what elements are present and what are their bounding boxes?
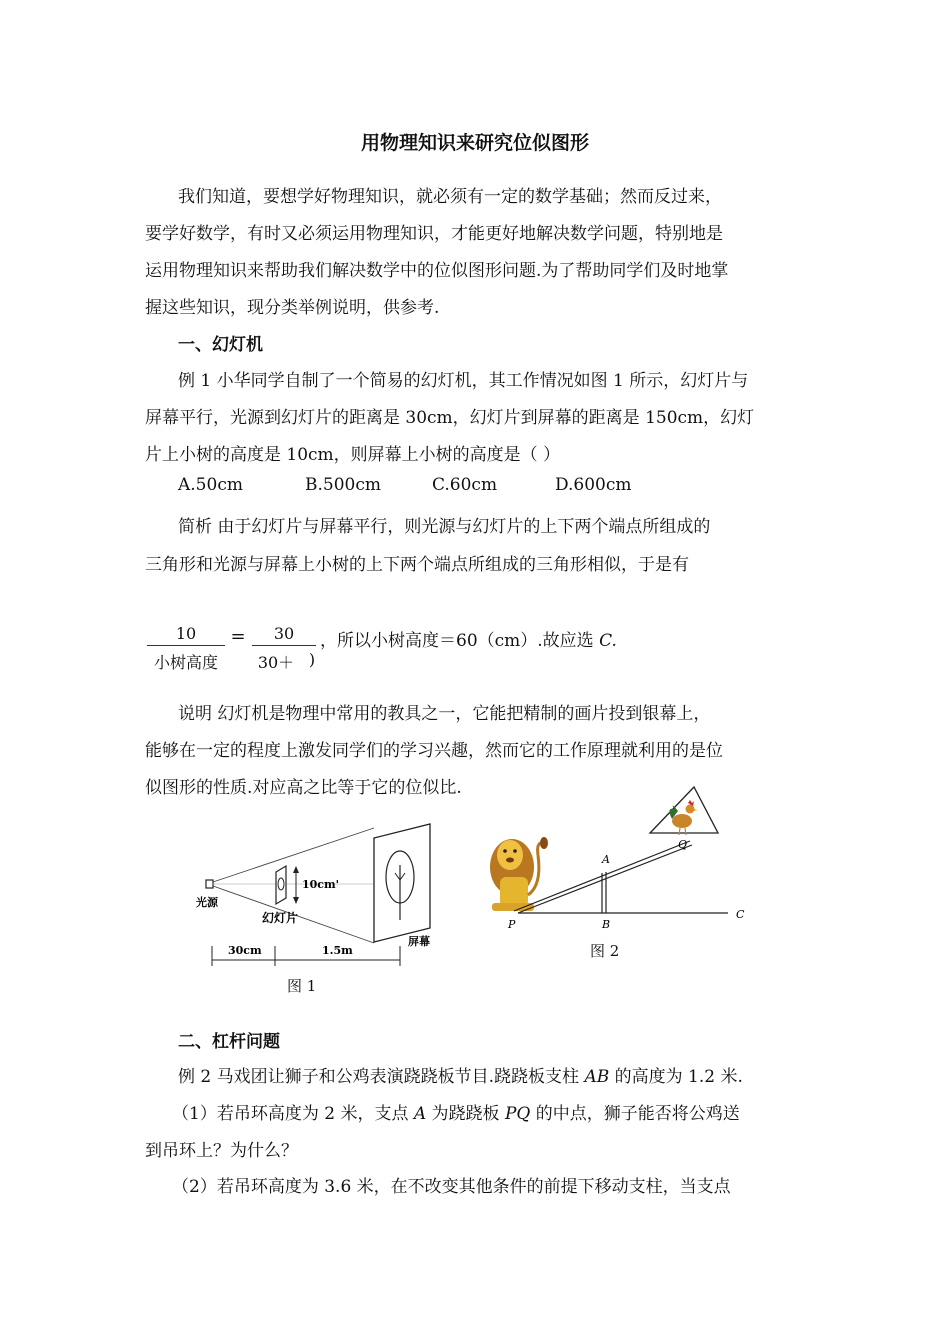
question1-line-2: 到吊环上？为什么？ (145, 1141, 298, 1161)
example1-line-1: 例 1 小华同学自制了一个简易的幻灯机，其工作情况如图 1 所示，幻灯片与 (178, 371, 749, 391)
example1-line-2: 屏幕平行，光源到幻灯片的距离是 30cm，幻灯片到屏幕的距离是 150cm，幻灯 (145, 408, 755, 428)
intro-line-3: 运用物理知识来帮助我们解决数学中的位似图形问题.为了帮助同学们及时地掌 (145, 261, 729, 281)
intro-line-4: 握这些知识，现分类举例说明，供参考. (145, 298, 440, 318)
example2-text-post: 的高度为 1.2 米. (609, 1067, 743, 1087)
section2-heading: 二、杠杆问题 (178, 1032, 280, 1052)
fraction-result-text: ，所以小树高度＝60（cm）.故应选 (320, 631, 600, 651)
example2-text-pre: 例 2 马戏团让狮子和公鸡表演跷跷板节目.跷跷板支柱 (178, 1067, 585, 1087)
lion-icon (490, 837, 548, 911)
screen (374, 824, 430, 942)
fraction-2-numerator: 30 (273, 624, 295, 643)
label-c: C (736, 908, 745, 921)
q1-text-a: （1）若吊环高度为 2 米，支点 (172, 1104, 414, 1124)
note-line-2: 能够在一定的程度上激发同学们的学习兴趣，然而它的工作原理就利用的是位 (145, 741, 723, 761)
question2-line-1: （2）若吊环高度为 3.6 米，在不改变其他条件的前提下移动支柱，当支点 (172, 1177, 731, 1197)
screen-label: 屏幕 (408, 935, 430, 948)
q1-point-a: A (413, 1104, 427, 1124)
figure-1-caption: 图 1 (287, 977, 317, 995)
distance-label-1-5m: 1.5m (322, 944, 353, 957)
fraction-1-numerator: 10 (175, 624, 197, 643)
note-line-1: 说明 幻灯机是物理中常用的教具之一，它能把精制的画片投到银幕上， (178, 704, 711, 724)
figure-2-seesaw (478, 785, 768, 935)
option-a: A.50cm (178, 475, 243, 495)
fraction-2-bar (252, 645, 316, 646)
seesaw-board (514, 841, 692, 913)
light-source-label: 光源 (196, 896, 218, 909)
height-label: 10cm' (302, 878, 340, 891)
option-d: D.600cm (555, 475, 632, 495)
fraction-result (320, 626, 617, 651)
distance-label-30cm: 30cm (228, 944, 262, 957)
example2-line (178, 1062, 743, 1087)
fraction-1-bar (147, 645, 225, 646)
example1-line-3: 片上小树的高度是 10cm，则屏幕上小树的高度是（ ） (145, 445, 561, 465)
label-p: P (508, 918, 516, 931)
q1-board-pq: PQ (504, 1104, 531, 1124)
q1-text-b: 为跷跷板 (426, 1104, 505, 1124)
fraction-1-denominator: 小树高度 (153, 653, 218, 672)
fraction-2-denominator-tail: ) (308, 650, 316, 669)
light-source-icon (206, 880, 213, 888)
intro-line-1: 我们知道，要想学好物理知识，就必须有一定的数学基础；然而反过来， (178, 187, 722, 207)
option-c: C.60cm (432, 475, 498, 495)
label-b: B (602, 918, 611, 931)
question1-line-1 (172, 1099, 740, 1124)
slide-label: 幻灯片 (262, 911, 299, 925)
analysis-line-1: 简析 由于幻灯片与屏幕平行，则光源与幻灯片的上下两个端点所组成的 (178, 517, 711, 537)
example2-ab: AB (584, 1067, 610, 1087)
figure-2-caption: 图 2 (590, 942, 620, 960)
fulcrum-post-ab (602, 872, 606, 913)
equals-sign: = (230, 626, 246, 647)
fraction-2-denominator: 30＋ (257, 653, 295, 672)
figure-1-projector (190, 820, 450, 1000)
height-arrow (293, 866, 299, 904)
intro-line-2: 要学好数学，有时又必须运用物理知识，才能更好地解决数学问题，特别地是 (145, 224, 723, 244)
page-title: 用物理知识来研究位似图形 (360, 132, 589, 154)
label-q: Q (678, 838, 688, 851)
note-line-3: 似图形的性质.对应高之比等于它的位似比. (145, 778, 462, 798)
q1-text-c: 的中点，狮子能否将公鸡送 (530, 1104, 740, 1124)
slide (276, 866, 286, 904)
section1-heading: 一、幻灯机 (178, 335, 263, 355)
analysis-line-2: 三角形和光源与屏幕上小树的上下两个端点所组成的三角形相似，于是有 (145, 555, 689, 575)
fraction-answer: C. (599, 631, 617, 651)
label-a: A (602, 853, 610, 866)
option-b: B.500cm (305, 475, 381, 495)
